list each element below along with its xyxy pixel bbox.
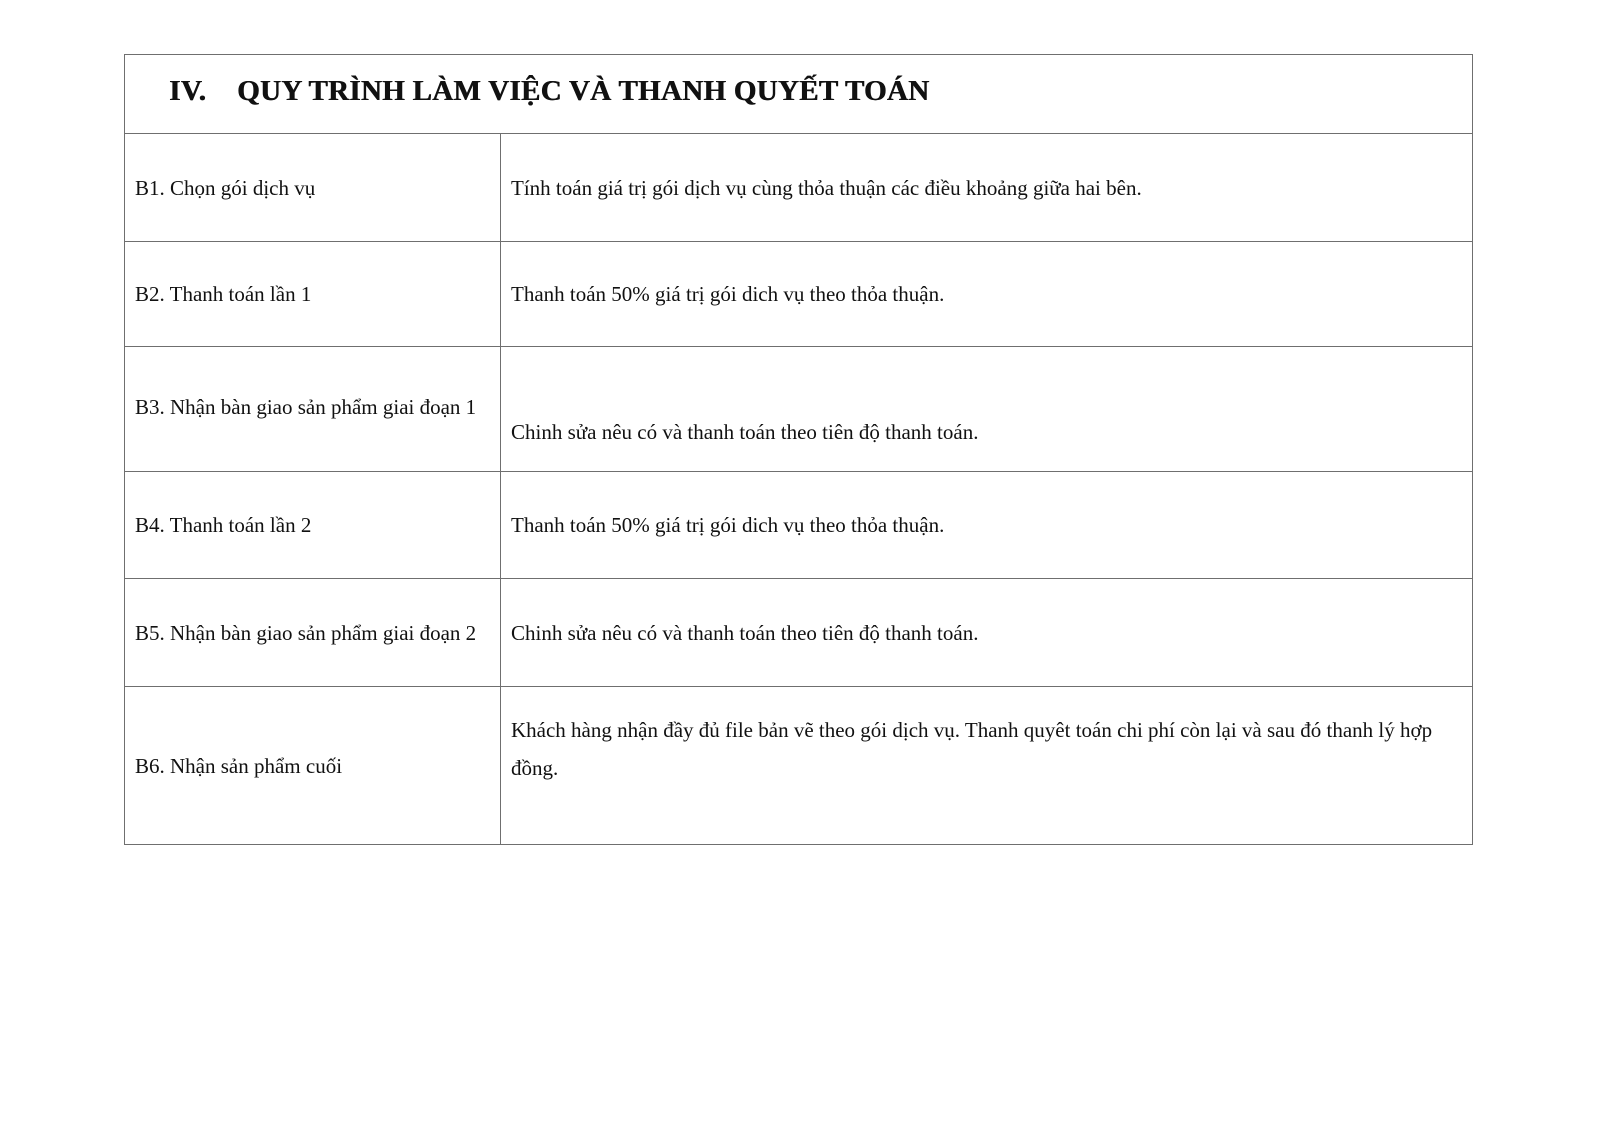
step-cell: B5. Nhận bàn giao sản phẩm giai đoạn 2	[125, 579, 501, 687]
step-cell: B3. Nhận bàn giao sản phẩm giai đoạn 1	[125, 347, 501, 472]
workflow-table	[124, 54, 1473, 845]
section-header-row	[125, 55, 1473, 134]
section-heading	[169, 60, 1472, 122]
step-cell: B4. Thanh toán lần 2	[125, 472, 501, 579]
table-row	[125, 687, 1473, 845]
step-cell: B6. Nhận sản phẩm cuối	[125, 687, 501, 845]
description-cell: Chinh sửa nêu có và thanh toán theo tiên độ thanh toán.	[501, 347, 1473, 472]
table-row	[125, 134, 1473, 242]
table-row	[125, 242, 1473, 347]
description-cell: Thanh toán 50% giá trị gói dich vụ theo thỏa thuận.	[501, 472, 1473, 579]
section-header-cell	[125, 55, 1473, 134]
section-title: QUY TRÌNH LÀM VIỆC VÀ THANH QUYẾT TOÁN	[237, 75, 930, 107]
description-cell: Khách hàng nhận đầy đủ file bản vẽ theo gói dịch vụ. Thanh quyêt toán chi phí còn lại và sau đó thanh lý hợp đồng.	[501, 687, 1473, 845]
description-cell: Tính toán giá trị gói dịch vụ cùng thỏa thuận các điều khoảng giữa hai bên.	[501, 134, 1473, 242]
table-row	[125, 472, 1473, 579]
section-number: IV.	[169, 75, 207, 107]
step-cell: B2. Thanh toán lần 1	[125, 242, 501, 347]
table-row	[125, 579, 1473, 687]
table-row	[125, 347, 1473, 472]
step-cell: B1. Chọn gói dịch vụ	[125, 134, 501, 242]
description-cell: Chinh sửa nêu có và thanh toán theo tiên độ thanh toán.	[501, 579, 1473, 687]
description-cell: Thanh toán 50% giá trị gói dich vụ theo thỏa thuận.	[501, 242, 1473, 347]
